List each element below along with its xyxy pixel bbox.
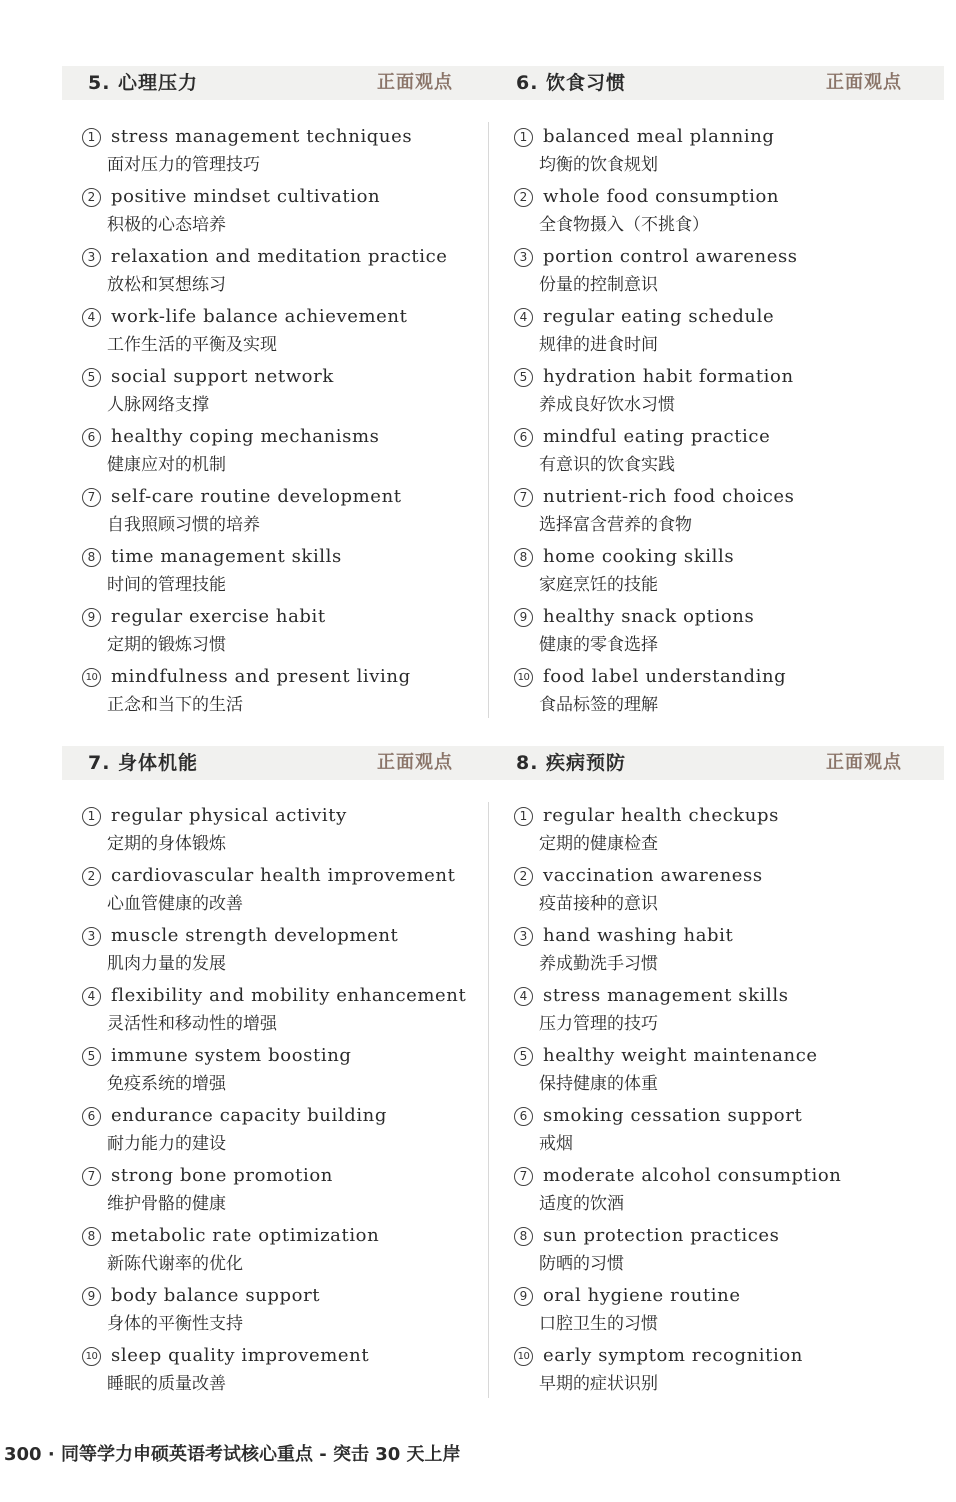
item-number-badge: 3 xyxy=(514,927,533,946)
item-number-badge: 7 xyxy=(514,1167,533,1186)
chinese-translation: 睡眠的质量改善 xyxy=(107,1374,226,1394)
english-term: early symptom recognition xyxy=(543,1345,803,1366)
english-term: social support network xyxy=(111,366,334,387)
chinese-translation: 定期的健康检查 xyxy=(539,834,658,854)
chinese-translation: 规律的进食时间 xyxy=(539,335,658,355)
chinese-translation: 心血管健康的改善 xyxy=(107,894,243,914)
chinese-translation: 选择富含营养的食物 xyxy=(539,515,692,535)
item-number-badge: 3 xyxy=(82,927,101,946)
chinese-translation: 耐力能力的建设 xyxy=(107,1134,226,1154)
english-term: time management skills xyxy=(111,546,342,567)
english-term: oral hygiene routine xyxy=(543,1285,741,1306)
chinese-translation: 食品标签的理解 xyxy=(539,695,658,715)
chinese-translation: 积极的心态培养 xyxy=(107,215,226,235)
item-number-badge: 5 xyxy=(514,1047,533,1066)
chinese-translation: 放松和冥想练习 xyxy=(107,275,226,295)
item-number-badge: 8 xyxy=(514,548,533,567)
chinese-translation: 身体的平衡性支持 xyxy=(107,1314,243,1334)
chinese-translation: 保持健康的体重 xyxy=(539,1074,658,1094)
chinese-translation: 工作生活的平衡及实现 xyxy=(107,335,277,355)
item-number-badge: 4 xyxy=(82,987,101,1006)
item-number-badge: 3 xyxy=(514,248,533,267)
item-number-badge: 10 xyxy=(514,1347,533,1366)
english-term: moderate alcohol consumption xyxy=(543,1165,842,1186)
english-term: regular eating schedule xyxy=(543,306,775,327)
english-term: metabolic rate optimization xyxy=(111,1225,380,1246)
english-term: endurance capacity building xyxy=(111,1105,387,1126)
section-tag-5: 正面观点 xyxy=(377,72,453,93)
english-term: self-care routine development xyxy=(111,486,402,507)
item-number-badge: 2 xyxy=(82,188,101,207)
english-term: regular health checkups xyxy=(543,805,779,826)
item-number-badge: 5 xyxy=(514,368,533,387)
item-number-badge: 2 xyxy=(514,188,533,207)
item-number-badge: 7 xyxy=(514,488,533,507)
english-term: whole food consumption xyxy=(543,186,780,207)
section-title-5: 5. 心理压力 xyxy=(88,72,199,94)
section-tag-6: 正面观点 xyxy=(826,72,902,93)
section-title-6: 6. 饮食习惯 xyxy=(516,72,627,94)
item-number-badge: 7 xyxy=(82,488,101,507)
chinese-translation: 均衡的饮食规划 xyxy=(539,155,658,175)
item-number-badge: 9 xyxy=(514,1287,533,1306)
english-term: positive mindset cultivation xyxy=(111,186,381,207)
chinese-translation: 适度的饮酒 xyxy=(539,1194,624,1214)
item-number-badge: 1 xyxy=(514,128,533,147)
item-number-badge: 4 xyxy=(514,308,533,327)
item-number-badge: 6 xyxy=(82,1107,101,1126)
english-term: work-life balance achievement xyxy=(111,306,408,327)
item-number-badge: 1 xyxy=(514,807,533,826)
english-term: nutrient-rich food choices xyxy=(543,486,795,507)
chinese-translation: 戒烟 xyxy=(539,1134,573,1154)
english-term: flexibility and mobility enhancement xyxy=(111,985,467,1006)
chinese-translation: 灵活性和移动性的增强 xyxy=(107,1014,277,1034)
english-term: smoking cessation support xyxy=(543,1105,803,1126)
chinese-translation: 自我照顾习惯的培养 xyxy=(107,515,260,535)
english-term: home cooking skills xyxy=(543,546,735,567)
item-number-badge: 3 xyxy=(82,248,101,267)
item-number-badge: 8 xyxy=(82,548,101,567)
english-term: hydration habit formation xyxy=(543,366,794,387)
item-number-badge: 1 xyxy=(82,807,101,826)
chinese-translation: 有意识的饮食实践 xyxy=(539,455,675,475)
chinese-translation: 压力管理的技巧 xyxy=(539,1014,658,1034)
chinese-translation: 维护骨骼的健康 xyxy=(107,1194,226,1214)
english-term: healthy coping mechanisms xyxy=(111,426,380,447)
chinese-translation: 定期的身体锻炼 xyxy=(107,834,226,854)
english-term: balanced meal planning xyxy=(543,126,775,147)
chinese-translation: 健康应对的机制 xyxy=(107,455,226,475)
english-term: regular exercise habit xyxy=(111,606,326,627)
english-term: sun protection practices xyxy=(543,1225,780,1246)
item-number-badge: 8 xyxy=(82,1227,101,1246)
english-term: stress management techniques xyxy=(111,126,413,147)
item-number-badge: 9 xyxy=(514,608,533,627)
item-number-badge: 6 xyxy=(514,428,533,447)
item-number-badge: 4 xyxy=(514,987,533,1006)
section-tag-8: 正面观点 xyxy=(826,752,902,773)
chinese-translation: 肌肉力量的发展 xyxy=(107,954,226,974)
item-number-badge: 10 xyxy=(82,668,101,687)
chinese-translation: 正念和当下的生活 xyxy=(107,695,243,715)
section-title-7: 7. 身体机能 xyxy=(88,752,199,774)
english-term: hand washing habit xyxy=(543,925,734,946)
chinese-translation: 面对压力的管理技巧 xyxy=(107,155,260,175)
section-tag-7: 正面观点 xyxy=(377,752,453,773)
chinese-translation: 时间的管理技能 xyxy=(107,575,226,595)
english-term: mindful eating practice xyxy=(543,426,771,447)
english-term: cardiovascular health improvement xyxy=(111,865,456,886)
chinese-translation: 全食物摄入（不挑食） xyxy=(539,215,709,235)
chinese-translation: 疫苗接种的意识 xyxy=(539,894,658,914)
english-term: mindfulness and present living xyxy=(111,666,411,687)
chinese-translation: 新陈代谢率的优化 xyxy=(107,1254,243,1274)
english-term: stress management skills xyxy=(543,985,789,1006)
item-number-badge: 6 xyxy=(514,1107,533,1126)
item-number-badge: 2 xyxy=(514,867,533,886)
chinese-translation: 口腔卫生的习惯 xyxy=(539,1314,658,1334)
english-term: portion control awareness xyxy=(543,246,798,267)
column-divider-top xyxy=(488,122,489,718)
chinese-translation: 防晒的习惯 xyxy=(539,1254,624,1274)
chinese-translation: 家庭烹饪的技能 xyxy=(539,575,658,595)
english-term: vaccination awareness xyxy=(543,865,763,886)
item-number-badge: 1 xyxy=(82,128,101,147)
chinese-translation: 养成勤洗手习惯 xyxy=(539,954,658,974)
chinese-translation: 人脉网络支撑 xyxy=(107,395,209,415)
item-number-badge: 5 xyxy=(82,1047,101,1066)
english-term: healthy weight maintenance xyxy=(543,1045,818,1066)
chinese-translation: 定期的锻炼习惯 xyxy=(107,635,226,655)
english-term: healthy snack options xyxy=(543,606,755,627)
item-number-badge: 2 xyxy=(82,867,101,886)
item-number-badge: 7 xyxy=(82,1167,101,1186)
chinese-translation: 份量的控制意识 xyxy=(539,275,658,295)
english-term: food label understanding xyxy=(543,666,787,687)
item-number-badge: 8 xyxy=(514,1227,533,1246)
english-term: immune system boosting xyxy=(111,1045,352,1066)
item-number-badge: 10 xyxy=(82,1347,101,1366)
item-number-badge: 9 xyxy=(82,608,101,627)
chinese-translation: 养成良好饮水习惯 xyxy=(539,395,675,415)
english-term: strong bone promotion xyxy=(111,1165,333,1186)
page-footer: 300 · 同等学力申硕英语考试核心重点 - 突击 30 天上岸 xyxy=(4,1444,461,1465)
item-number-badge: 5 xyxy=(82,368,101,387)
chinese-translation: 健康的零食选择 xyxy=(539,635,658,655)
english-term: relaxation and meditation practice xyxy=(111,246,448,267)
english-term: muscle strength development xyxy=(111,925,399,946)
item-number-badge: 6 xyxy=(82,428,101,447)
item-number-badge: 4 xyxy=(82,308,101,327)
column-divider-bottom xyxy=(488,802,489,1398)
chinese-translation: 早期的症状识别 xyxy=(539,1374,658,1394)
chinese-translation: 免疫系统的增强 xyxy=(107,1074,226,1094)
section-title-8: 8. 疾病预防 xyxy=(516,752,627,774)
english-term: body balance support xyxy=(111,1285,321,1306)
item-number-badge: 10 xyxy=(514,668,533,687)
item-number-badge: 9 xyxy=(82,1287,101,1306)
english-term: sleep quality improvement xyxy=(111,1345,370,1366)
english-term: regular physical activity xyxy=(111,805,347,826)
